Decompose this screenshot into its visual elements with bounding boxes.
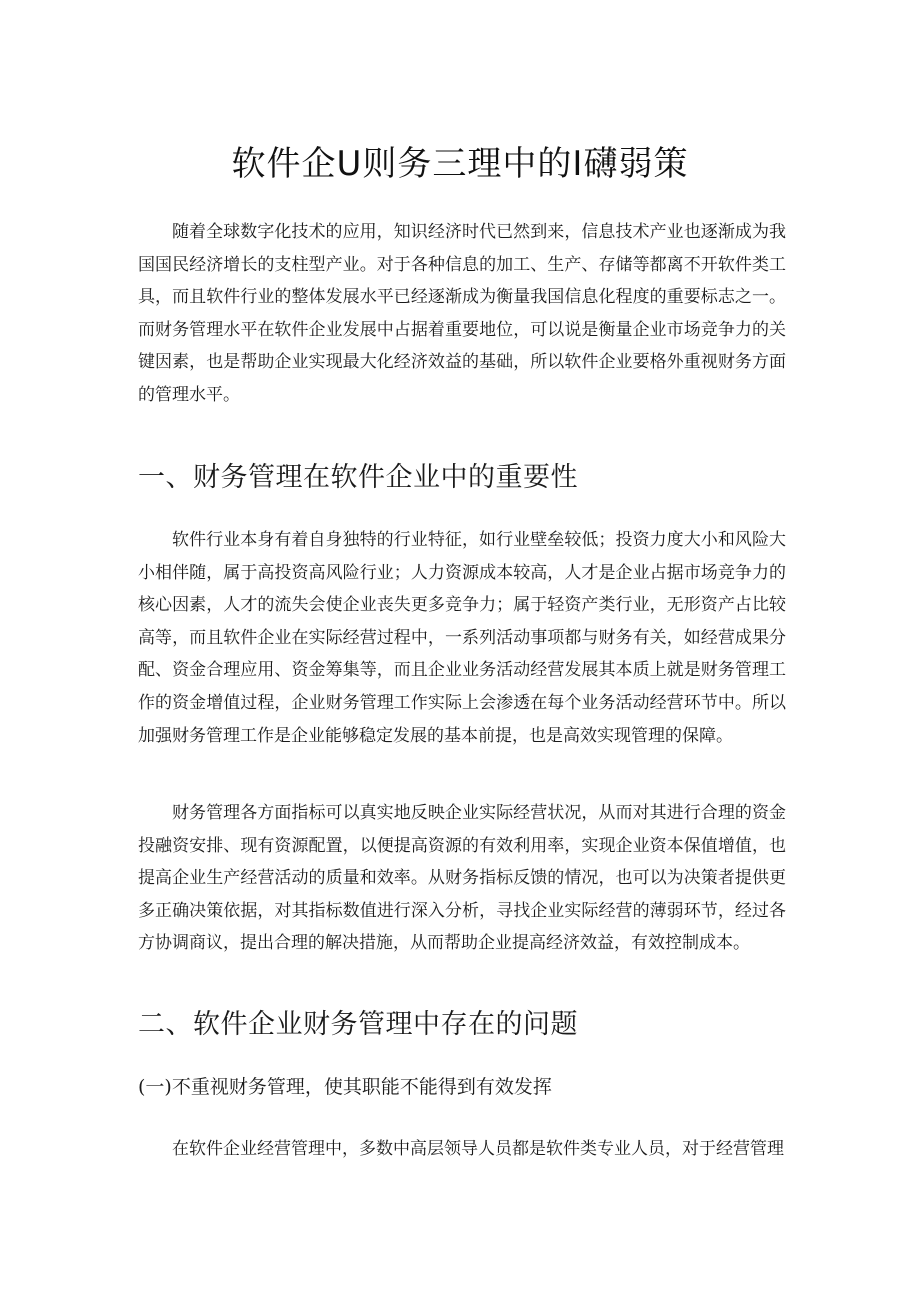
subsection-heading-1: (一)不重视财务管理，使其职能不能得到有效发挥	[138, 1076, 552, 1098]
section-heading-importance: 一、财务管理在软件企业中的重要性	[138, 462, 578, 493]
section-heading-problems: 二、软件企业财务管理中存在的问题	[138, 1009, 578, 1040]
subsection1-paragraph-1: 在软件企业经营管理中，多数中高层领导人员都是软件类专业人员，对于经营管理	[172, 1139, 784, 1159]
intro-paragraph: 随着全球数字化技术的应用，知识经济时代已然到来，信息技术产业也逐渐成为我国国民经济增长的支柱型产业。对于各种信息的加工、生产、存储等都离不开软件类工具，而且软件行业的整体发展水平已经逐渐成为衡量我国信息化程度的重要标志之一。而财务管理水平在软件企业发展中占据着重要地位，可以说是衡量企业市场竞争力的关键因素，也是帮助企业实现最大化经济效益的基础，所以软件企业要格外重视财务方面的管理水平。	[138, 222, 786, 405]
section1-paragraph-2: 财务管理各方面指标可以真实地反映企业实际经营状况，从而对其进行合理的资金投融资安排、现有资源配置，以便提高资源的有效利用率，实现企业资本保值增值，也提高企业生产经营活动的质量和效率。从财务指标反馈的情况，也可以为决策者提供更多正确决策依据，对其指标数值进行深入分析，寻找企业实际经营的薄弱环节，经过各方协调商议，提出合理的解决措施，从而帮助企业提高经济效益，有效控制成本。	[138, 803, 786, 954]
document-title: 软件企U则务三理中的Ⅰ礴弱策	[231, 144, 689, 184]
section1-paragraph-1: 软件行业本身有着自身独特的行业特征，如行业壁垒较低；投资力度大小和风险大小相伴随，属于高投资高风险行业；人力资源成本较高，人才是企业占据市场竞争力的核心因素，人才的流失会使企业丧失更多竞争力；属于轻资产类行业，无形资产占比较高等，而且软件企业在实际经营过程中，一系列活动事项都与财务有关，如经营成果分配、资金合理应用、资金筹集等，而且企业业务活动经营发展其本质上就是财务管理工作的资金增值过程，企业财务管理工作实际上会渗透在每个业务活动经营环节中。所以加强财务管理工作是企业能够稳定发展的基本前提，也是高效实现管理的保障。	[138, 530, 786, 746]
